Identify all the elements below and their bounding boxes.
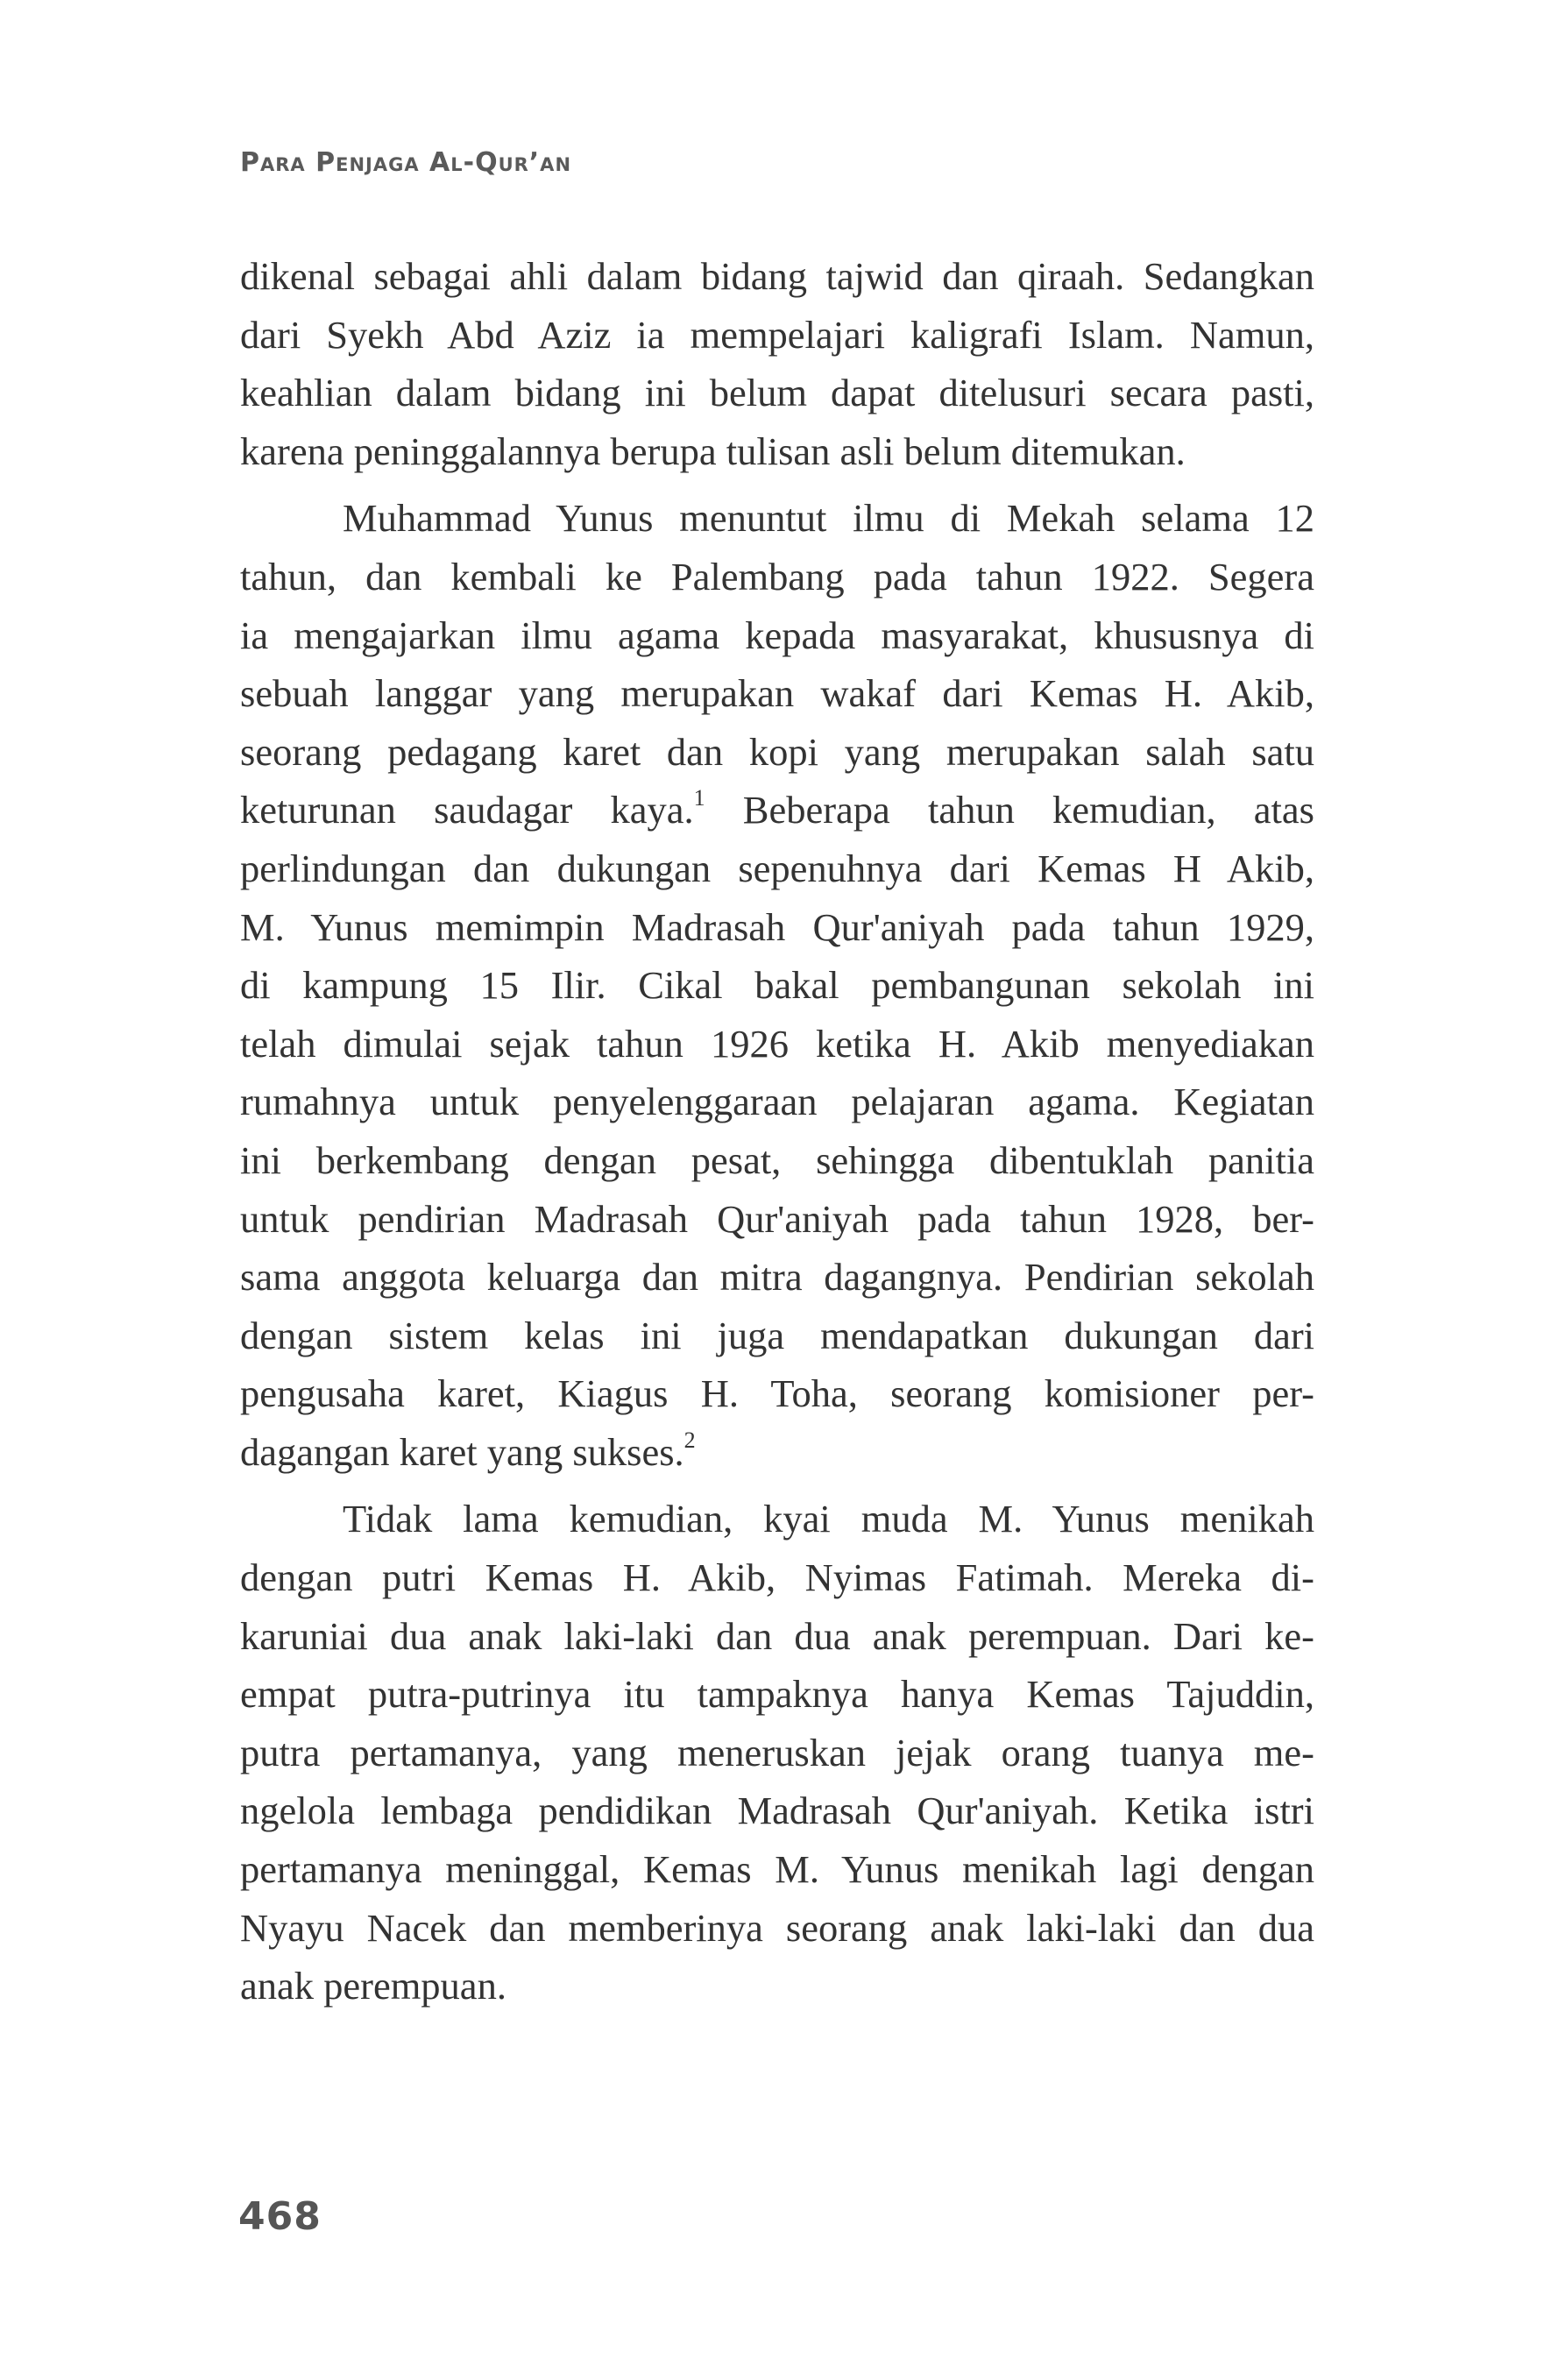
text-line: sebuah langgar yang merupakan wakaf dari Kemas H. Akib, (240, 671, 1314, 716)
text-fragment: Beberapa tahun kemudian, atas (705, 788, 1314, 832)
text-line: rumahnya untuk penyelenggaraan pelajaran agama. Kegiatan (240, 1080, 1314, 1124)
footnote-marker-2: 2 (683, 1427, 696, 1453)
text-line: untuk pendirian Madrasah Qur'aniyah pada tahun 1928, ber- (240, 1196, 1314, 1241)
text-line: karuniai dua anak laki-laki dan dua anak perempuan. Dari ke- (240, 1613, 1314, 1658)
body-text (240, 247, 1314, 2015)
text-line: dengan sistem kelas ini juga mendapatkan dukungan dari (240, 1313, 1314, 1357)
text-line-with-footnote (240, 1423, 1314, 1482)
text-line: ia mengajarkan ilmu agama kepada masyarakat, khususnya di (240, 613, 1314, 657)
text-line: telah dimulai sejak tahun 1926 ketika H. Akib menyediakan (240, 1021, 1314, 1066)
text-line: Nyayu Nacek dan memberinya seorang anak laki-laki dan dua (240, 1905, 1314, 1950)
text-fragment: keturunan saudagar kaya. (240, 788, 694, 832)
text-line: putra pertamanya, yang meneruskan jejak orang tuanya me- (240, 1730, 1314, 1774)
text-line: Tidak lama kemudian, kyai muda M. Yunus menikah (343, 1497, 1314, 1541)
text-line: dari Syekh Abd Aziz ia mempelajari kaligrafi Islam. Namun, (240, 312, 1314, 357)
text-line: Muhammad Yunus menuntut ilmu di Mekah selama 12 (343, 496, 1314, 541)
paragraph-3 (240, 1490, 1314, 2015)
text-line: tahun, dan kembali ke Palembang pada tahun 1922. Segera (240, 554, 1314, 599)
text-line: anak perempuan. (240, 1964, 506, 2008)
paragraph-1 (240, 247, 1314, 480)
text-fragment: dagangan karet yang sukses. (240, 1429, 684, 1474)
text-line: seorang pedagang karet dan kopi yang merupakan salah satu (240, 729, 1314, 774)
text-line: keahlian dalam bidang ini belum dapat ditelusuri secara pasti, (240, 371, 1314, 415)
text-line: ini berkembang dengan pesat, sehingga dibentuklah panitia (240, 1137, 1314, 1182)
text-line: ngelola lembaga pendidikan Madrasah Qur'aniyah. Ketika istri (240, 1789, 1314, 1833)
text-line: M. Yunus memimpin Madrasah Qur'aniyah pada tahun 1929, (240, 904, 1314, 949)
text-line: pengusaha karet, Kiagus H. Toha, seorang komisioner per- (240, 1371, 1314, 1416)
text-line: perlindungan dan dukungan sepenuhnya dari Kemas H Akib, (240, 846, 1314, 890)
text-line: dengan putri Kemas H. Akib, Nyimas Fatimah. Mereka di- (240, 1555, 1314, 1600)
running-head: Para Penjaga Al-Qur’an (240, 147, 572, 178)
footnote-marker-1: 1 (693, 785, 705, 811)
text-line-with-footnote (240, 781, 1314, 839)
text-line: di kampung 15 Ilir. Cikal bakal pembangunan sekolah ini (240, 963, 1314, 1008)
text-line: empat putra-putrinya itu tampaknya hanya Kemas Tajuddin, (240, 1672, 1314, 1717)
text-line: pertamanya meninggal, Kemas M. Yunus menikah lagi dengan (240, 1847, 1314, 1892)
page-number: 468 (238, 2194, 322, 2239)
paragraph-2 (240, 489, 1314, 1481)
text-line: sama anggota keluarga dan mitra dagangnya. Pendirian sekolah (240, 1255, 1314, 1300)
text-line: dikenal sebagai ahli dalam bidang tajwid dan qiraah. Sedangkan (240, 254, 1314, 298)
text-line: karena peninggalannya berupa tulisan asli belum ditemukan. (240, 429, 1186, 473)
